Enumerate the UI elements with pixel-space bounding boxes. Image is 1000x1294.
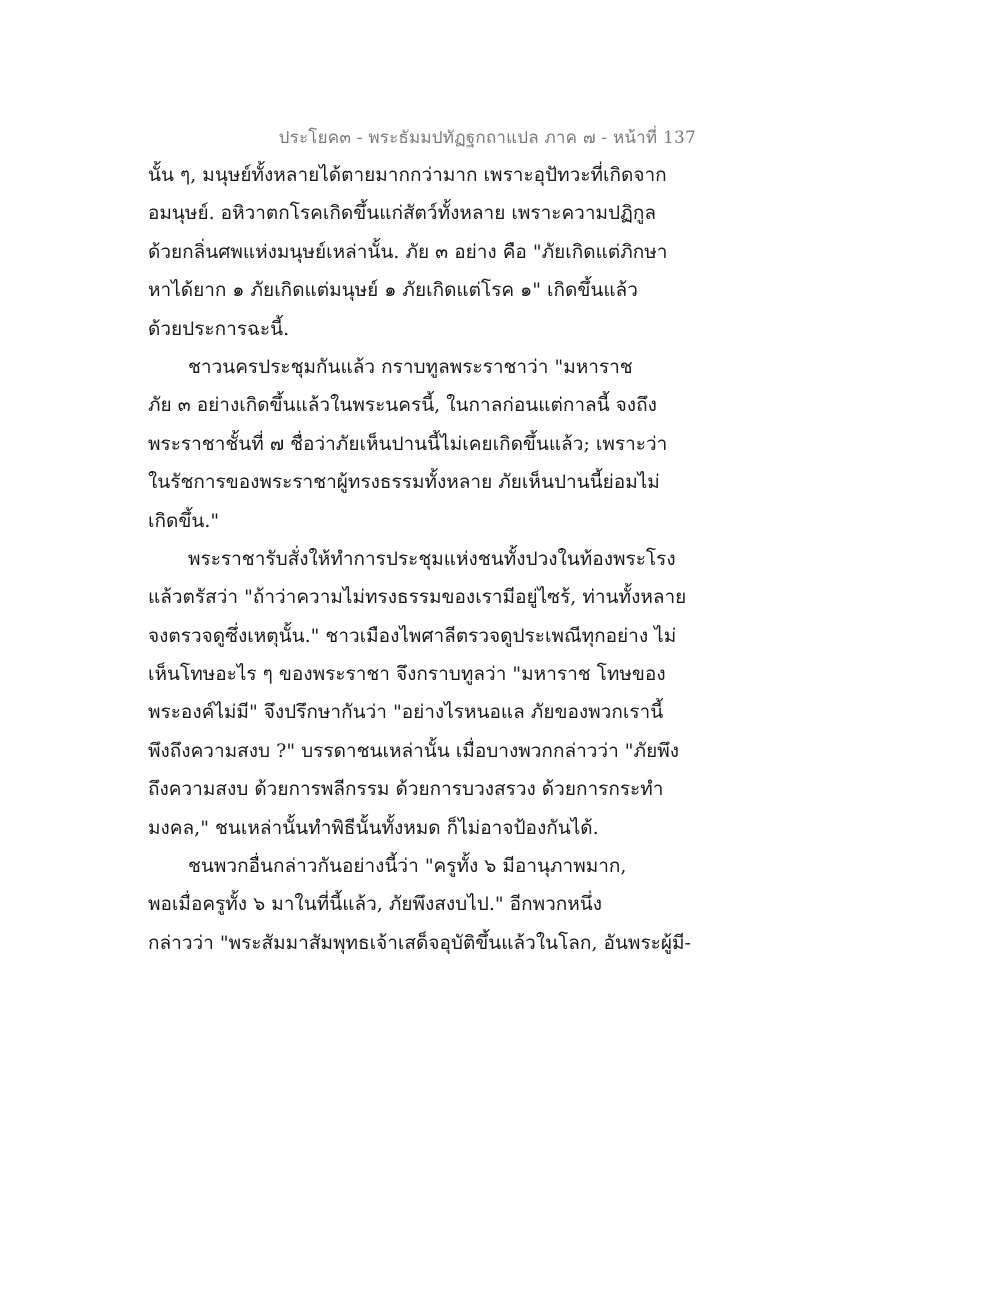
text-line: ภัย ๓ อย่างเกิดขึ้นแล้วในพระนครนี้, ในกาลก่อนแต่กาลนี้ จงถึง <box>148 394 657 417</box>
text-line: พระราชาชั้นที่ ๗ ชื่อว่าภัยเห็นปานนี้ไม่เคยเกิดขึ้นแล้ว; เพราะว่า <box>148 432 668 455</box>
text-line: มงคล," ชนเหล่านั้นทำพิธีนั้นทั้งหมด ก็ไม่อาจป้องกันได้. <box>148 816 599 839</box>
text-line: ด้วยประการฉะนี้. <box>148 317 290 340</box>
text-line: แล้วตรัสว่า "ถ้าว่าความไม่ทรงธรรมของเรามีอยู่ไซร้, ท่านทั้งหลาย <box>148 586 687 609</box>
text-line: เห็นโทษอะไร ๆ ของพระราชา จึงกราบทูลว่า "มหาราช โทษของ <box>148 663 666 686</box>
running-header: ประโยค๓ - พระธัมมปทัฏฐกถาแปล ภาค ๗ - หน้าที่ 137 <box>278 128 696 148</box>
text-line: พระองค์ไม่มี" จึงปรึกษากันว่า "อย่างไรหนอแล ภัยของพวกเรานี้ <box>148 701 664 724</box>
text-line: นั้น ๆ, มนุษย์ทั้งหลายได้ตายมากกว่ามาก เพราะอุปัทวะที่เกิดจาก <box>148 164 667 186</box>
paragraph-first-line: ชาวนครประชุมกันแล้ว กราบทูลพระราชาว่า "มหาราช <box>188 355 633 378</box>
text-line: หาได้ยาก ๑ ภัยเกิดแต่มนุษย์ ๑ ภัยเกิดแต่โรค ๑" เกิดขึ้นแล้ว <box>148 279 638 302</box>
text-line: ด้วยกลิ่นศพแห่งมนุษย์เหล่านั้น. ภัย ๓ อย่าง คือ "ภัยเกิดแต่ภิกษา <box>148 240 668 263</box>
body-text <box>148 156 691 962</box>
paragraph-first-line: ชนพวกอื่นกล่าวกันอย่างนี้ว่า "ครูทั้ง ๖ มีอานุภาพมาก, <box>188 855 627 878</box>
text-line: ในรัชการของพระราชาผู้ทรงธรรมทั้งหลาย ภัยเห็นปานนี้ย่อมไม่ <box>148 471 660 494</box>
text-line: พอเมื่อครูทั้ง ๖ มาในที่นี้แล้ว, ภัยพึงสงบไป." อีกพวกหนึ่ง <box>148 893 603 916</box>
text-line: ถึงความสงบ ด้วยการพลีกรรม ด้วยการบวงสรวง ด้วยการกระทำ <box>148 778 664 801</box>
text-line: กล่าวว่า "พระสัมมาสัมพุทธเจ้าเสด็จอุบัติขึ้นแล้วในโลก, อันพระผู้มี- <box>148 931 691 954</box>
text-line: เกิดขึ้น." <box>148 509 220 532</box>
text-line: อมนุษย์. อหิวาตกโรคเกิดขึ้นแก่สัตว์ทั้งหลาย เพราะความปฏิกูล <box>148 202 657 225</box>
paragraph-first-line: พระราชารับสั่งให้ทำการประชุมแห่งชนทั้งปวงในท้องพระโรง <box>188 547 676 570</box>
text-line: พึงถึงความสงบ ?" บรรดาชนเหล่านั้น เมื่อบางพวกกล่าวว่า "ภัยพึง <box>148 739 679 762</box>
text-line: จงตรวจดูซึ่งเหตุนั้น." ชาวเมืองไพศาลีตรวจดูประเพณีทุกอย่าง ไม่ <box>148 624 677 647</box>
